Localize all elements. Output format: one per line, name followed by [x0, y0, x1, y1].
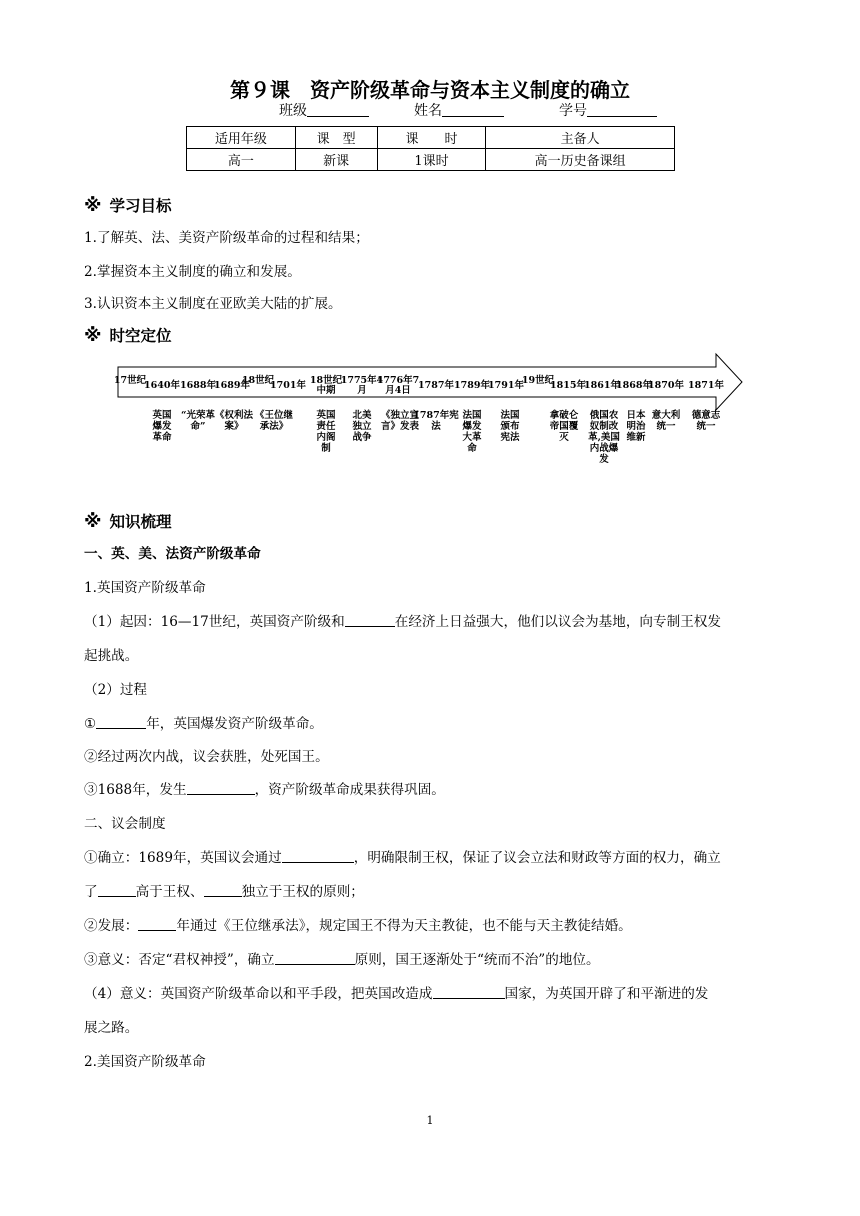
meta-header-author: 主备人	[486, 127, 675, 149]
timeline-year: 19世纪	[521, 375, 555, 386]
timeline-event: “光荣革命”	[181, 410, 215, 432]
parliament-item-1: ①确立：1689年，英国议会通过 ，明确限制王权，保证了议会立法和财政等方面的权力，确立	[84, 850, 721, 866]
goals-heading	[84, 194, 172, 216]
timeline-year: 1776年7月4日	[376, 375, 420, 396]
name-field[interactable]	[414, 100, 504, 120]
timeline-year: 1861年	[584, 380, 620, 391]
answer-blank[interactable]	[275, 952, 355, 965]
timeline-event: 英国爆发革命	[152, 410, 172, 443]
student-id-blank[interactable]	[587, 102, 657, 117]
answer-blank[interactable]	[282, 850, 354, 863]
timeline-event: 日本明治维新	[626, 410, 646, 443]
goal-item-3: 3.认识资本主义制度在亚欧美大陆的扩展。	[84, 296, 342, 312]
goal-item-2: 2.掌握资本主义制度的确立和发展。	[84, 264, 301, 280]
section-heading-revolutions: 一、英、美、法资产阶级革命	[84, 546, 261, 562]
goals-heading-text: 学习目标	[109, 197, 172, 215]
timeline-year: 1871年	[688, 380, 724, 391]
answer-blank[interactable]	[98, 884, 136, 897]
subheading-america: 2.美国资产阶级革命	[84, 1054, 206, 1070]
parliament-item-3: ③意义：否定“君权神授”，确立 原则，国王逐渐处于“统而不治”的地位。	[84, 952, 600, 968]
meta-value-type: 新课	[295, 149, 377, 171]
timeline-year: 18世纪中期	[309, 375, 343, 396]
answer-blank[interactable]	[96, 716, 146, 729]
timeline-year: 1789年	[454, 380, 490, 391]
timeline-event: 1787年宪法	[413, 410, 459, 432]
name-label: 姓名	[414, 103, 442, 119]
timeline-event: 英国责任内阁制	[316, 410, 336, 454]
answer-blank[interactable]	[204, 884, 242, 897]
reference-mark-icon: ※	[84, 325, 102, 346]
subheading-england: 1.英国资产阶级革命	[84, 580, 206, 596]
class-label: 班级	[279, 103, 307, 119]
answer-blank[interactable]	[138, 918, 176, 931]
timeline-event: 德意志统一	[691, 410, 721, 432]
timeline-year: 1775年4月	[340, 375, 384, 396]
answer-blank[interactable]	[187, 782, 255, 795]
timeline-year: 1868年	[616, 380, 652, 391]
timeline-heading	[84, 324, 172, 346]
process-heading: （2）过程	[84, 682, 148, 698]
timeline-event: 北美独立战争	[352, 410, 372, 443]
section-heading-parliament: 二、议会制度	[84, 816, 166, 832]
parliament-item-2: ②发展： 年通过《王位继承法》，规定国王不得为天主教徒，也不能与天主教徒结婚。	[84, 918, 632, 934]
student-id-field[interactable]	[559, 100, 657, 120]
page-title: 第９课 资产阶级革命与资本主义制度的确立	[230, 78, 630, 102]
name-blank[interactable]	[442, 102, 504, 117]
reference-mark-icon: ※	[84, 195, 102, 216]
meta-value-row	[187, 149, 675, 171]
timeline-event: 意大利统一	[651, 410, 681, 432]
timeline-year: 1689年	[214, 380, 250, 391]
reference-mark-icon: ※	[84, 511, 102, 532]
process-item-2: ②经过两次内战，议会获胜，处死国王。	[84, 749, 329, 765]
significance-line2: 展之路。	[84, 1020, 139, 1036]
student-id-label: 学号	[559, 103, 587, 119]
timeline-diagram	[113, 352, 746, 472]
timeline-year: 1787年	[418, 380, 454, 391]
timeline-year: 18世纪	[241, 375, 275, 386]
page-number: 1	[426, 1114, 434, 1127]
significance-line1: （4）意义：英国资产阶级革命以和平手段，把英国改造成 国家，为英国开辟了和平渐进的发	[84, 986, 709, 1002]
class-field[interactable]	[279, 100, 369, 120]
timeline-year: 1640年	[144, 380, 180, 391]
knowledge-heading	[84, 510, 172, 532]
class-blank[interactable]	[307, 102, 369, 117]
meta-header-type: 课 型	[295, 127, 377, 149]
meta-header-grade: 适用年级	[187, 127, 296, 149]
timeline-year: 17世纪	[113, 375, 147, 386]
timeline-year: 1701年	[270, 380, 306, 391]
timeline-event: 《王位继承法》	[254, 410, 293, 432]
cause-paragraph-line2: 起挑战。	[84, 648, 139, 664]
process-item-1: ① 年，英国爆发资产阶级革命。	[84, 716, 323, 732]
timeline-event: 法国爆发大革命	[462, 410, 482, 454]
lesson-meta-table	[186, 126, 675, 171]
timeline-year: 1870年	[648, 380, 684, 391]
cause-paragraph-line1: （1）起因：16—17世纪，英国资产阶级和 在经济上日益强大，他们以议会为基地，向专制王权发	[84, 614, 721, 630]
meta-value-author: 高一历史备课组	[486, 149, 675, 171]
timeline-event: 《权利法案》	[214, 410, 253, 432]
timeline-event: 拿破仑帝国覆灭	[549, 410, 579, 443]
timeline-year: 1791年	[488, 380, 524, 391]
timeline-event: 法国颁布宪法	[500, 410, 520, 443]
timeline-event: 《独立宣言》发表	[380, 410, 419, 432]
parliament-item-1-cont: 了 高于王权、 独立于王权的原则；	[84, 884, 364, 900]
timeline-heading-text: 时空定位	[109, 327, 172, 345]
meta-value-grade: 高一	[187, 149, 296, 171]
meta-header-row	[187, 127, 675, 149]
answer-blank[interactable]	[345, 614, 395, 627]
answer-blank[interactable]	[433, 986, 505, 999]
knowledge-heading-text: 知识梳理	[109, 513, 172, 531]
timeline-event: 俄国农奴制改革,美国内战爆发	[588, 410, 620, 465]
timeline-year: 1688年	[180, 380, 216, 391]
process-item-3: ③1688年，发生 ，资产阶级革命成果获得巩固。	[84, 782, 445, 798]
timeline-year: 1815年	[550, 380, 586, 391]
meta-value-hours: 1课时	[377, 149, 486, 171]
meta-header-hours: 课 时	[377, 127, 486, 149]
goal-item-1: 1.了解英、法、美资产阶级革命的过程和结果；	[84, 230, 369, 246]
